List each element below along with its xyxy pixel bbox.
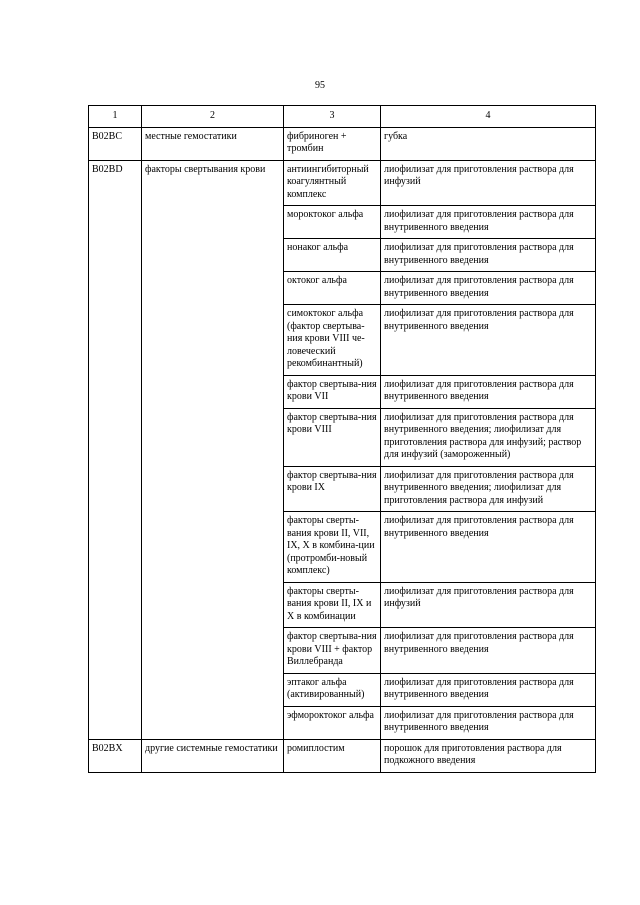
table-row xyxy=(89,127,596,160)
table-body xyxy=(89,127,596,772)
dosage-form-cell: лиофилизат для приготовления раствора для внутривенного введения xyxy=(381,239,596,272)
table-header-row xyxy=(89,106,596,128)
substance-cell: факторы сверты-вания крови II, IX и X в комбинации xyxy=(284,582,381,628)
group-name-cell: факторы свертывания крови xyxy=(142,160,284,739)
dosage-form-cell: лиофилизат для приготовления раствора для внутривенного введения xyxy=(381,512,596,583)
dosage-form-cell: лиофилизат для приготовления раствора для внутривенного введения xyxy=(381,272,596,305)
substance-cell: антиингибиторный коагулянтный комплекс xyxy=(284,160,381,206)
substance-cell: ромиплостим xyxy=(284,739,381,772)
substance-cell: фактор свертыва-ния крови VIII + фактор Виллебранда xyxy=(284,628,381,674)
dosage-form-cell: губка xyxy=(381,127,596,160)
atc-code-cell: B02BD xyxy=(89,160,142,739)
substance-cell: симоктоког альфа (фактор свертыва-ния крови VIII че-ловеческий рекомбинантный) xyxy=(284,305,381,376)
substance-cell: мороктоког альфа xyxy=(284,206,381,239)
dosage-form-cell: лиофилизат для приготовления раствора для внутривенного введения; лиофилизат для приготовления раствора для инфузий xyxy=(381,466,596,512)
table-row xyxy=(89,160,596,206)
substance-cell: эфмороктоког альфа xyxy=(284,706,381,739)
atc-code-cell: B02BC xyxy=(89,127,142,160)
substance-cell: фактор свертыва-ния крови IX xyxy=(284,466,381,512)
dosage-form-cell: лиофилизат для приготовления раствора для внутривенного введения xyxy=(381,706,596,739)
dosage-form-cell: лиофилизат для приготовления раствора для внутривенного введения xyxy=(381,628,596,674)
atc-code-cell: B02BX xyxy=(89,739,142,772)
substance-cell: факторы сверты-вания крови II, VII, IX, X в комбина-ции (протромби-новый комплекс) xyxy=(284,512,381,583)
substance-cell: эптаког альфа (активированный) xyxy=(284,673,381,706)
dosage-form-cell: лиофилизат для приготовления раствора для внутривенного введения xyxy=(381,206,596,239)
dosage-form-cell: лиофилизат для приготовления раствора для инфузий xyxy=(381,160,596,206)
table-row xyxy=(89,739,596,772)
dosage-form-cell: лиофилизат для приготовления раствора для внутривенного введения xyxy=(381,673,596,706)
page-number: 95 xyxy=(315,80,325,91)
column-header: 1 xyxy=(89,106,142,128)
column-header: 4 xyxy=(381,106,596,128)
substance-cell: нонаког альфа xyxy=(284,239,381,272)
column-header: 2 xyxy=(142,106,284,128)
dosage-form-cell: лиофилизат для приготовления раствора для внутривенного введения; лиофилизат для приготовления раствора для инфузий; раствор для инфузий (замороженный) xyxy=(381,408,596,466)
substance-cell: фактор свертыва-ния крови VII xyxy=(284,375,381,408)
dosage-form-cell: лиофилизат для приготовления раствора для инфузий xyxy=(381,582,596,628)
dosage-form-cell: порошок для приготовления раствора для подкожного введения xyxy=(381,739,596,772)
group-name-cell: местные гемостатики xyxy=(142,127,284,160)
drug-table xyxy=(88,105,596,773)
dosage-form-cell: лиофилизат для приготовления раствора для внутривенного введения xyxy=(381,375,596,408)
substance-cell: фибриноген + тромбин xyxy=(284,127,381,160)
substance-cell: октоког альфа xyxy=(284,272,381,305)
substance-cell: фактор свертыва-ния крови VIII xyxy=(284,408,381,466)
group-name-cell: другие системные гемостатики xyxy=(142,739,284,772)
column-header: 3 xyxy=(284,106,381,128)
dosage-form-cell: лиофилизат для приготовления раствора для внутривенного введения xyxy=(381,305,596,376)
